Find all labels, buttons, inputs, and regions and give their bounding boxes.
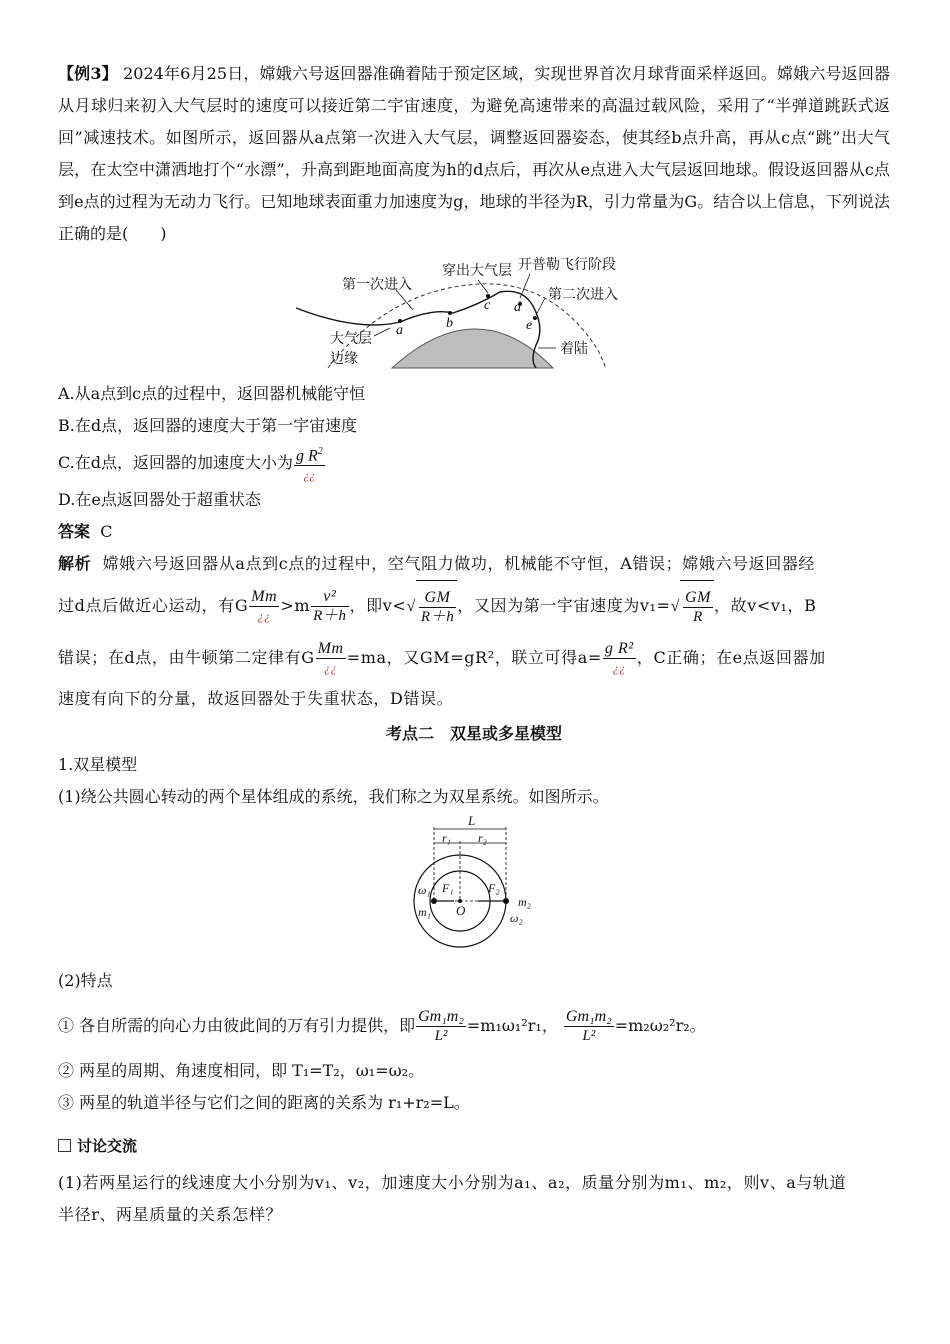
option-c-sup: 2 [317,445,323,457]
analysis-text-2b: >m [280,596,311,615]
formula-1-frac-a [416,1008,466,1045]
label-first-entry: 第一次进入 [342,277,412,293]
analysis-text-3c: ，C正确；在e点返回器加 [636,648,826,667]
fraction-3-den: ¿¿ [324,661,338,675]
point-b [448,311,452,315]
analysis-line-4: 速度有向下的分量，故返回器处于失重状态，D错误。 [58,689,454,708]
analysis-text-2a: 过d点后做近心运动，有G [58,596,249,615]
fraction-4 [603,640,636,677]
label-second-entry: 第二次进入 [548,287,618,303]
label-F2: F₂ [488,881,500,895]
option-c-prefix: C.在d点，返回器的加速度大小为 [58,453,294,472]
binary-p1: (1)绕公共圆心转动的两个星体组成的系统，我们称之为双星系统。如图所示。 [58,787,609,806]
leader-kepler [520,274,530,298]
earth-shape [392,329,553,368]
fraction-2-num: v² [311,588,348,607]
sqrt-1-num: GM [419,589,456,608]
label-b: b [446,316,453,331]
fraction-1-num: Mm [251,588,278,605]
binary-diagram [58,819,890,959]
binary-formula-1 [58,997,890,1055]
option-a: A.从a点到c点的过程中，返回器机械能守恒 [58,384,366,403]
sqrt-2-den: R [693,608,703,625]
option-b: B.在d点，返回器的速度大于第一宇宙速度 [58,416,358,435]
label-w2: ω₂ [510,911,523,925]
option-c-fraction [294,443,325,484]
option-d: D.在e点返回器处于超重状态 [58,490,261,509]
label-c: c [484,298,491,313]
fraction-2 [311,588,348,625]
example-tag: 【例3】 [58,64,118,83]
label-e: e [526,318,533,333]
label-atmosphere-1: 大气层 [330,331,372,347]
label-landing: 着陆 [560,341,588,357]
example-text: 2024年6月25日，嫦娥六号返回器准确着陆于预定区域，实现世界首次月球背面采样返回。嫦娥六号返回器从月球归来初入大气层时的速度可以接近第二宇宙速度，为避免高速带来的高温过载风险，采用了“半弹道跳跃式返回”减速技术。如图所示，返回器从a点第一次进入大气层，调整返回器姿态，使其经b点升高，再从c点“跳”出大气层，在太空中潇洒地打个“水漂”，升高到距地面高度为h的d点后，再次从e点进入大气层返回地球。假设返回器从c点到e点的过程为无动力飞行。已知地球表面重力加速度为g，地球的半径为R，引力常量为G。结合以上信息，下列说法正确的是( ) [58,64,891,243]
label-w1: ω₁ [418,883,431,897]
sqrt-1: √ $\frac{GM}{R+h}$ [406,580,457,633]
discussion-q1b: 半径r、两星质量的关系怎样？ [58,1205,283,1224]
answer-label: 答案 [58,522,91,541]
analysis-line-2 [58,580,890,633]
analysis-label: 解析 [58,554,92,573]
binary-figure [58,813,890,959]
analysis-text-1: 嫦娥六号返回器从a点到c点的过程中，空气阻力做功，机械能不守恒，A错误；嫦娥六号返回器经 [102,554,816,573]
binary-formula-2: ② 两星的周期、角速度相同，即 T₁=T₂，ω₁=ω₂。 [58,1061,425,1080]
discussion-title: 讨论交流 [77,1137,138,1155]
label-exit: 穿出大气层 [442,263,512,279]
discussion-heading [58,1131,890,1161]
analysis-line-3 [58,633,890,683]
formula-1-frac-a-den: L² [434,1028,448,1044]
analysis-text-2e: ，故v<v₁，B [714,596,817,615]
sqrt-2-num: GM [684,588,712,606]
analysis-text-2c: ，即v< [349,596,407,615]
analysis-text-3b: =ma，又GM=gR²，联立可得a= [346,648,602,667]
label-F1: F₁ [442,881,454,895]
discussion-q1a: (1)若两星运行的线速度大小分别为v₁、v₂，加速度大小分别为a₁、a₂，质量分别为m₁、m₂，则v、a与轨道 [58,1173,847,1192]
edit-icon [58,1139,71,1152]
analysis-line-1 [58,548,890,580]
analysis-text-2d: ，又因为第一宇宙速度为v₁= [457,596,671,615]
option-c [58,442,890,484]
page [58,58,890,1231]
option-c-denominator: ¿¿ [303,468,316,483]
formula-1-frac-b-den: L² [582,1028,596,1044]
answer-value: C [100,522,113,541]
fraction-1-den: ¿¿ [257,609,271,623]
leader-atmosphere [374,328,390,336]
answer-line [58,516,890,548]
binary-formula-3: ③ 两星的轨道半径与它们之间的距离的关系为 r₁+r₂=L。 [58,1093,470,1112]
label-kepler: 开普勒飞行阶段 [518,257,616,273]
label-m2: m₂ [518,895,531,909]
formula-1-mid: =m₁ω₁²r₁， [466,1016,558,1035]
binary-p2: (2)特点 [58,971,113,990]
example-paragraph [58,58,890,250]
label-r1: r₁ [442,831,451,845]
leader-exit [478,280,488,293]
section-title: 考点二 双星或多星模型 [385,724,562,743]
label-L: L [468,813,476,828]
binary-heading: 1.双星模型 [58,755,138,774]
formula-1-frac-a-num: Gm₁m₂ [418,1008,464,1025]
label-O: O [456,903,466,918]
formula-1-prefix: ① 各自所需的向心力由彼此间的万有引力提供，即 [58,1016,416,1035]
option-c-numerator: g R [296,447,318,465]
fraction-4-num: g R² [604,640,634,657]
label-d: d [514,300,521,315]
leader-second-entry [536,298,545,315]
formula-1-frac-b [564,1008,614,1045]
fraction-4-den: ¿¿ [612,661,626,675]
label-atmosphere-2: 边缘 [330,351,358,367]
sqrt-2: √ $\frac{GM}{R}$ [671,580,714,633]
label-a: a [396,323,403,338]
analysis-block [58,548,890,715]
trajectory-figure [58,257,890,370]
label-m1: m₁ [418,905,431,919]
analysis-text-3a: 错误；在d点，由牛顿第二定律有G [58,648,315,667]
sqrt-1-den: R＋h [420,608,455,625]
label-r2: r₂ [478,831,487,845]
point-e [533,316,537,320]
fraction-1 [249,588,279,625]
fraction-3 [316,640,346,677]
formula-1-frac-b-num: Gm₁m₂ [565,1008,612,1025]
fraction-3-num: Mm [317,640,344,657]
formula-1-end: =m₂ω₂²r₂。 [614,1016,706,1035]
fraction-2-den: R＋h [313,608,347,624]
